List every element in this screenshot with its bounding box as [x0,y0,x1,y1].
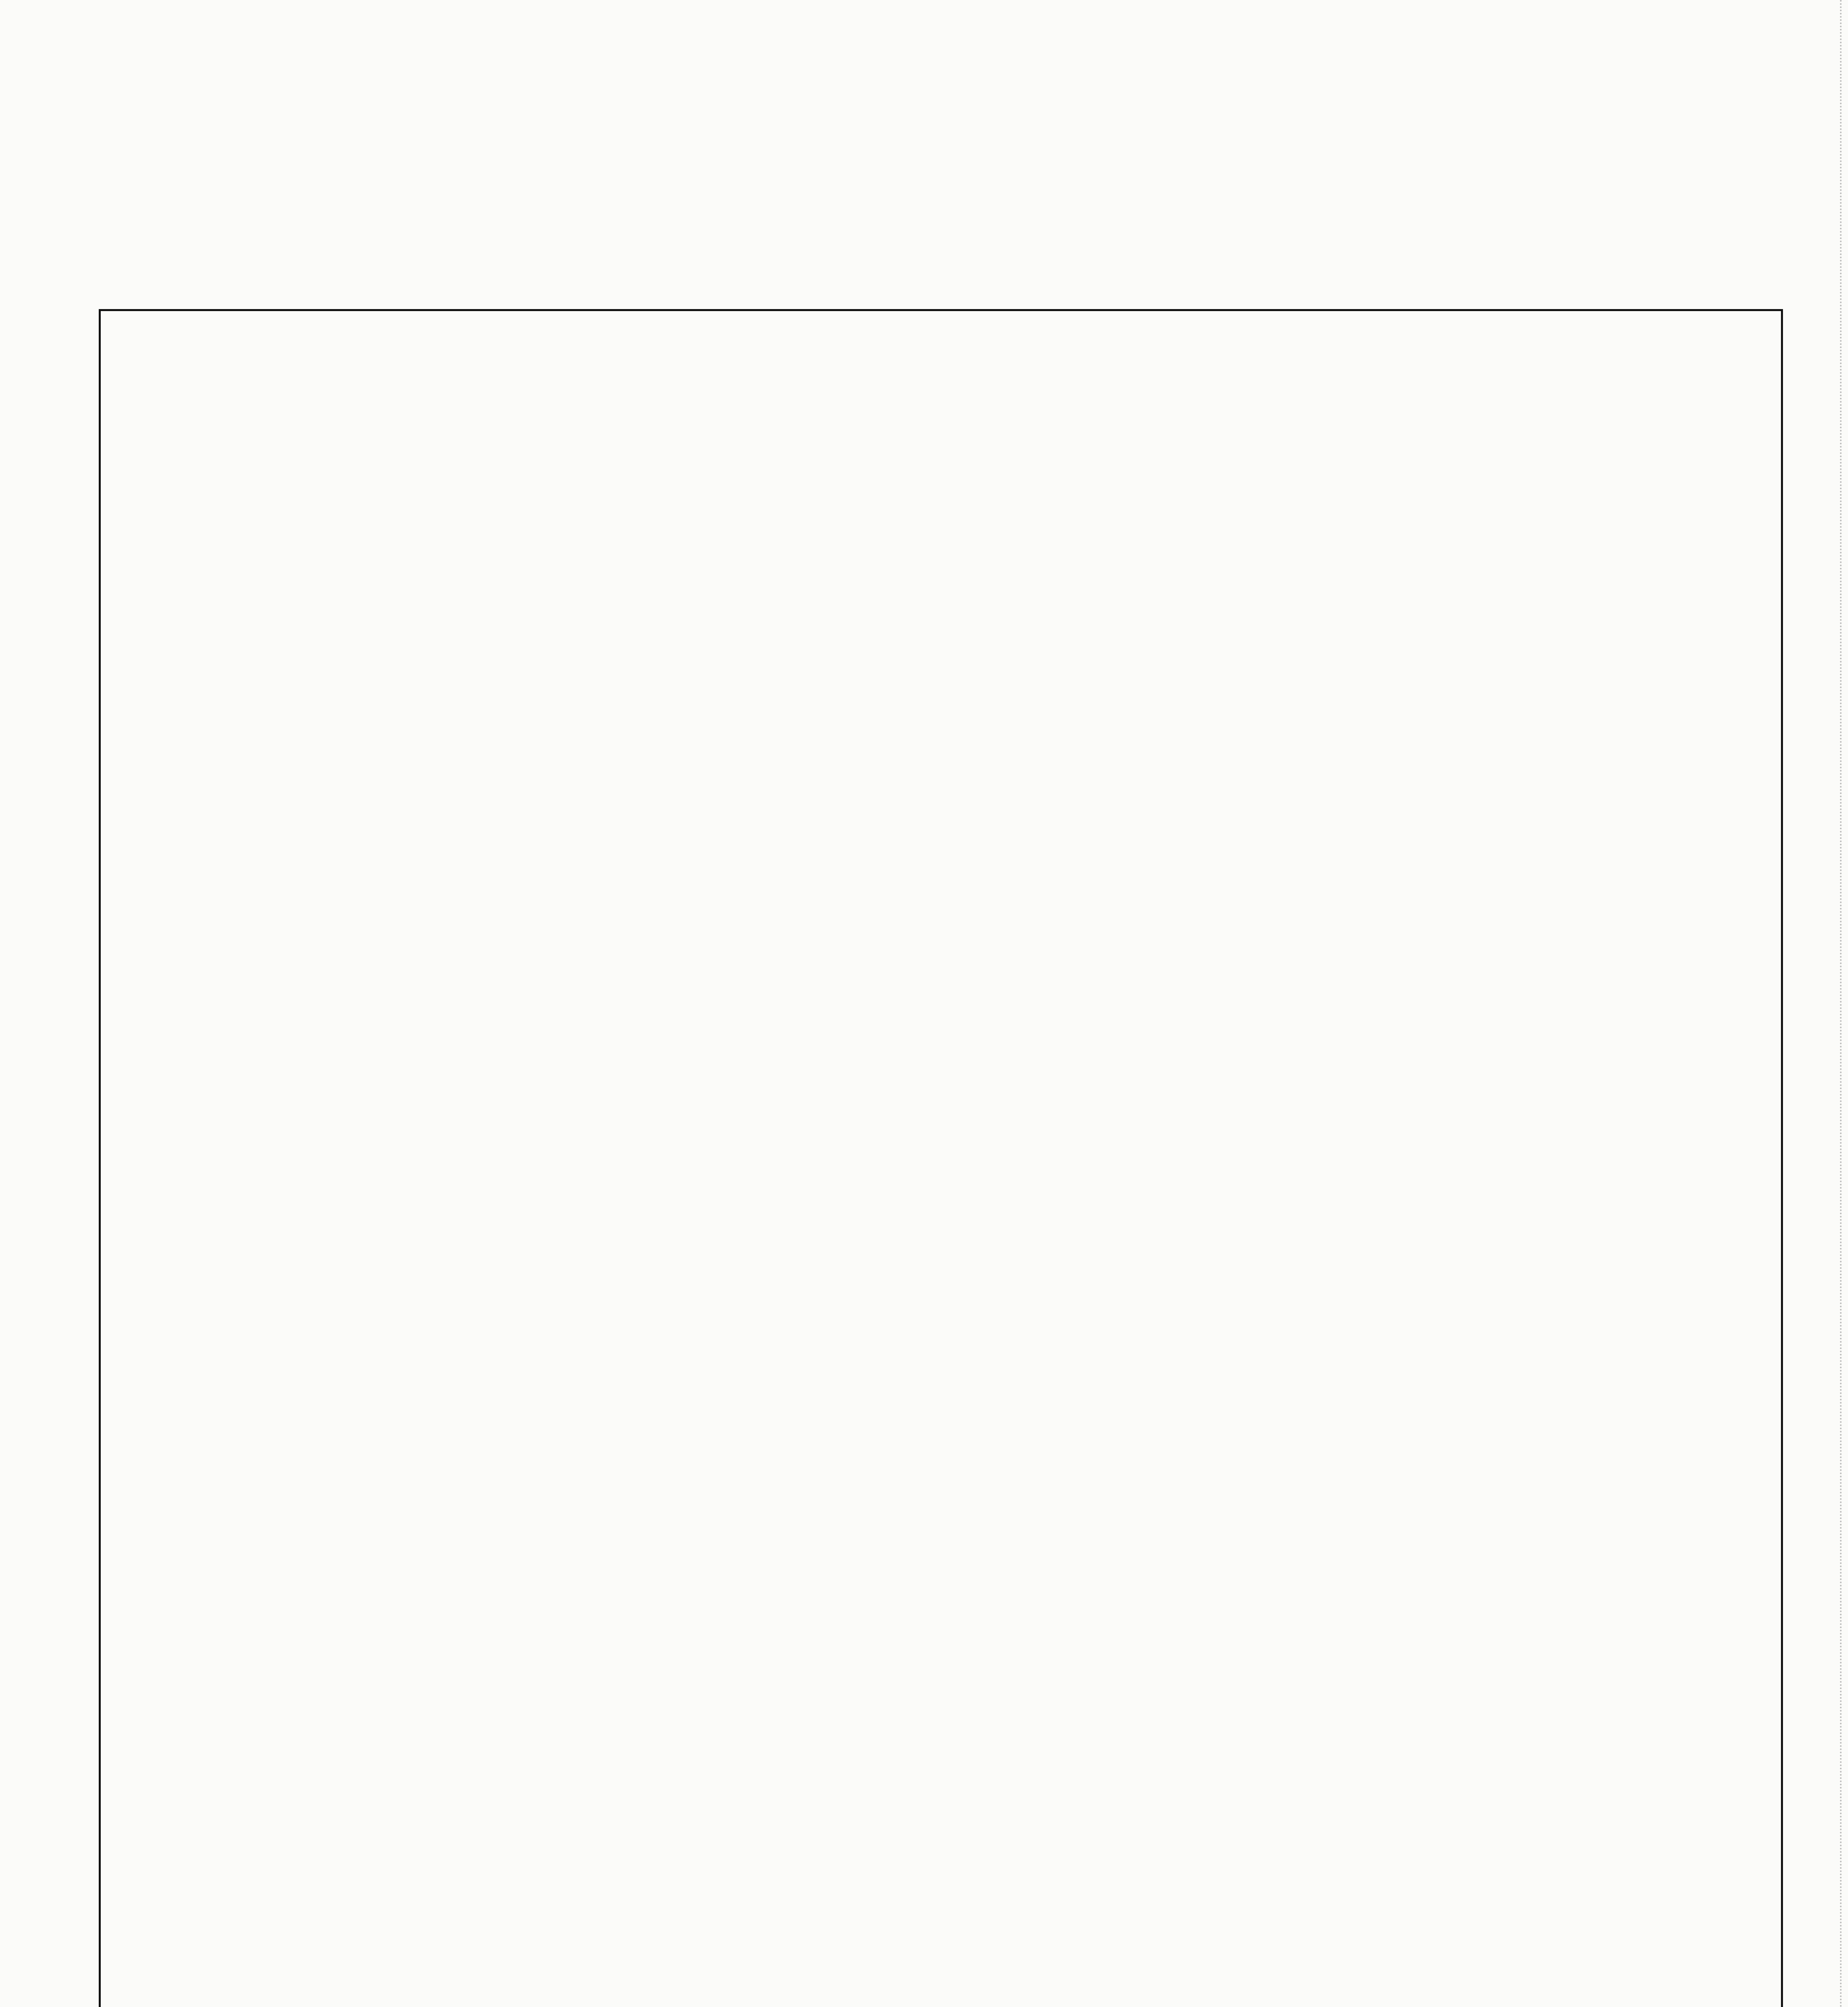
table-frame [99,309,1783,2007]
page-edge-dots [1840,0,1843,2007]
